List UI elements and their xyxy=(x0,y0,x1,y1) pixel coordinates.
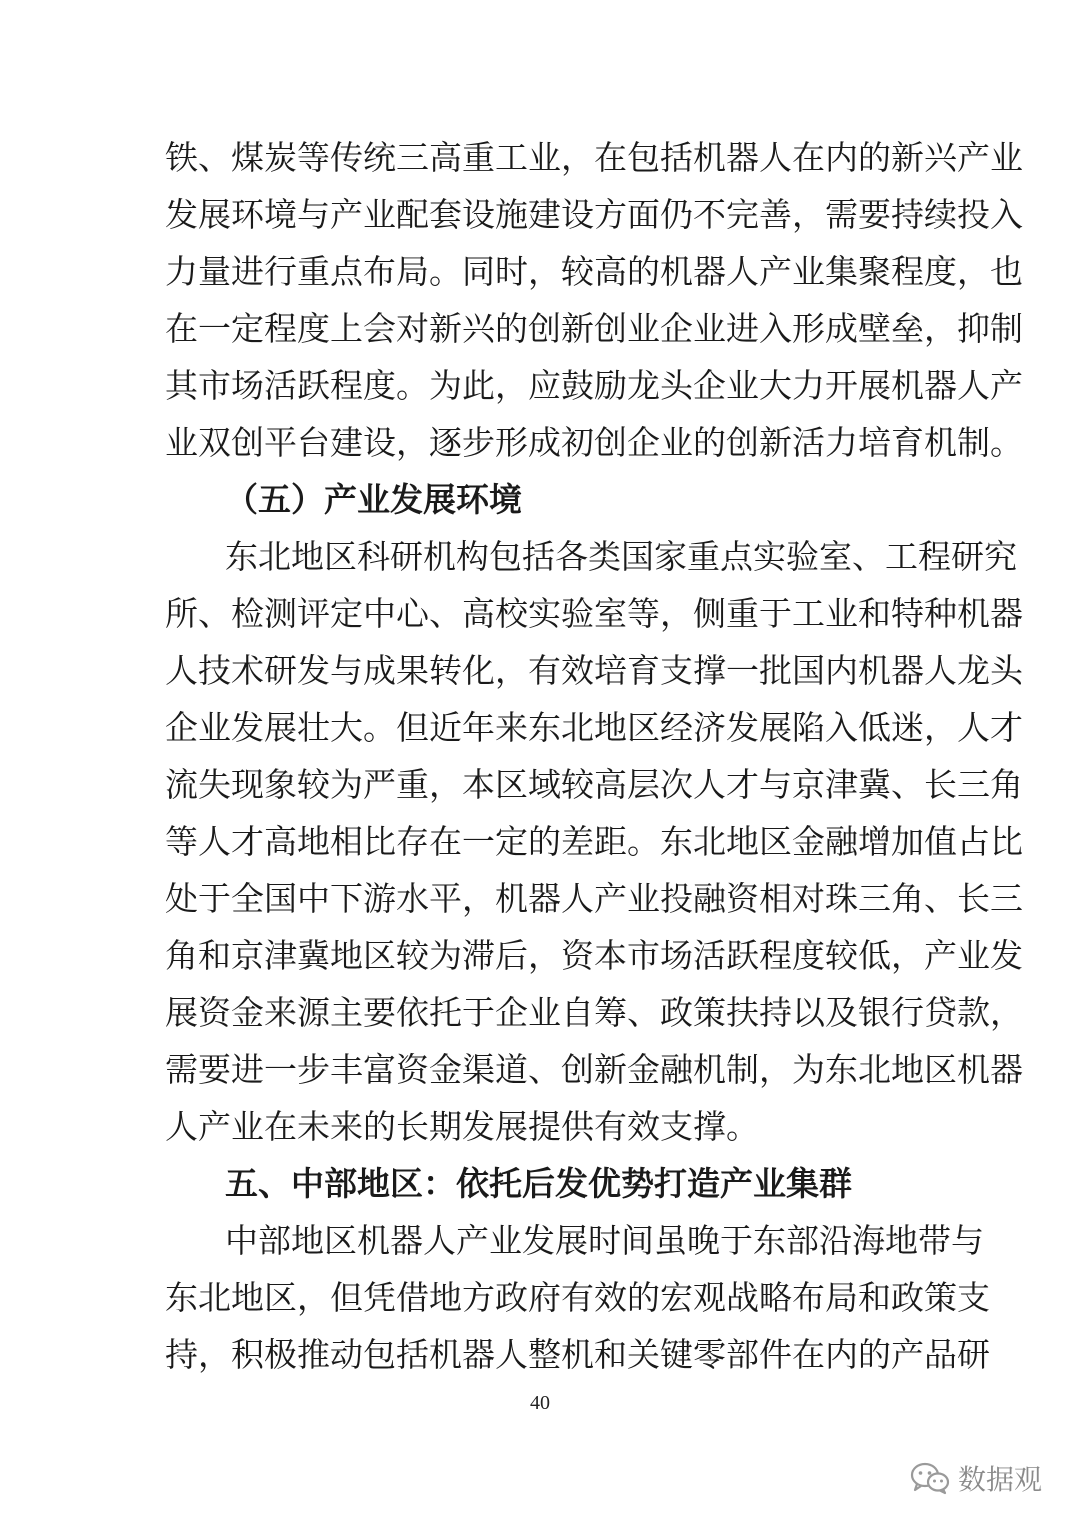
text-line: 所、检测评定中心、高校实验室等，侧重于工业和特种机器 xyxy=(165,594,1023,633)
text-line: 铁、煤炭等传统三高重工业，在包括机器人在内的新兴产业 xyxy=(165,138,1023,177)
text-line: 处于全国中下游水平，机器人产业投融资相对珠三角、长三 xyxy=(165,879,1023,918)
text-line: 在一定程度上会对新兴的创新创业企业进入形成壁垒，抑制 xyxy=(165,309,1023,348)
text-line: 企业发展壮大。但近年来东北地区经济发展陷入低迷，人才 xyxy=(165,708,1023,747)
text-line: 其市场活跃程度。为此，应鼓励龙头企业大力开展机器人产 xyxy=(165,366,1023,405)
text-line: 力量进行重点布局。同时，较高的机器人产业集聚程度，也 xyxy=(165,252,1023,291)
text-line: 流失现象较为严重，本区域较高层次人才与京津冀、长三角 xyxy=(165,765,1023,804)
text-line: 东北地区科研机构包括各类国家重点实验室、工程研究 xyxy=(225,537,1017,576)
page-number: 40 xyxy=(530,1392,550,1414)
section-heading: （五）产业发展环境 xyxy=(225,480,522,519)
text-line: 持，积极推动包括机器人整机和关键零部件在内的产品研 xyxy=(165,1335,990,1374)
text-line: 发展环境与产业配套设施建设方面仍不完善，需要持续投入 xyxy=(165,195,1023,234)
text-line: 东北地区，但凭借地方政府有效的宏观战略布局和政策支 xyxy=(165,1278,990,1317)
wechat-icon xyxy=(910,1461,950,1495)
text-line: 人技术研发与成果转化，有效培育支撑一批国内机器人龙头 xyxy=(165,651,1023,690)
watermark xyxy=(910,1458,1042,1498)
text-line: 业双创平台建设，逐步形成初创企业的创新活力培育机制。 xyxy=(165,423,1023,462)
text-line: 角和京津冀地区较为滞后，资本市场活跃程度较低，产业发 xyxy=(165,936,1023,975)
text-line: 需要进一步丰富资金渠道、创新金融机制，为东北地区机器 xyxy=(165,1050,1023,1089)
text-line: 中部地区机器人产业发展时间虽晚于东部沿海地带与 xyxy=(225,1221,984,1260)
chapter-heading: 五、中部地区：依托后发优势打造产业集群 xyxy=(225,1164,852,1203)
text-line: 等人才高地相比存在一定的差距。东北地区金融增加值占比 xyxy=(165,822,1023,861)
watermark-text: 数据观 xyxy=(957,1463,1042,1496)
text-line: 展资金来源主要依托于企业自筹、政策扶持以及银行贷款， xyxy=(165,993,1023,1032)
text-line: 人产业在未来的长期发展提供有效支撑。 xyxy=(165,1107,759,1146)
